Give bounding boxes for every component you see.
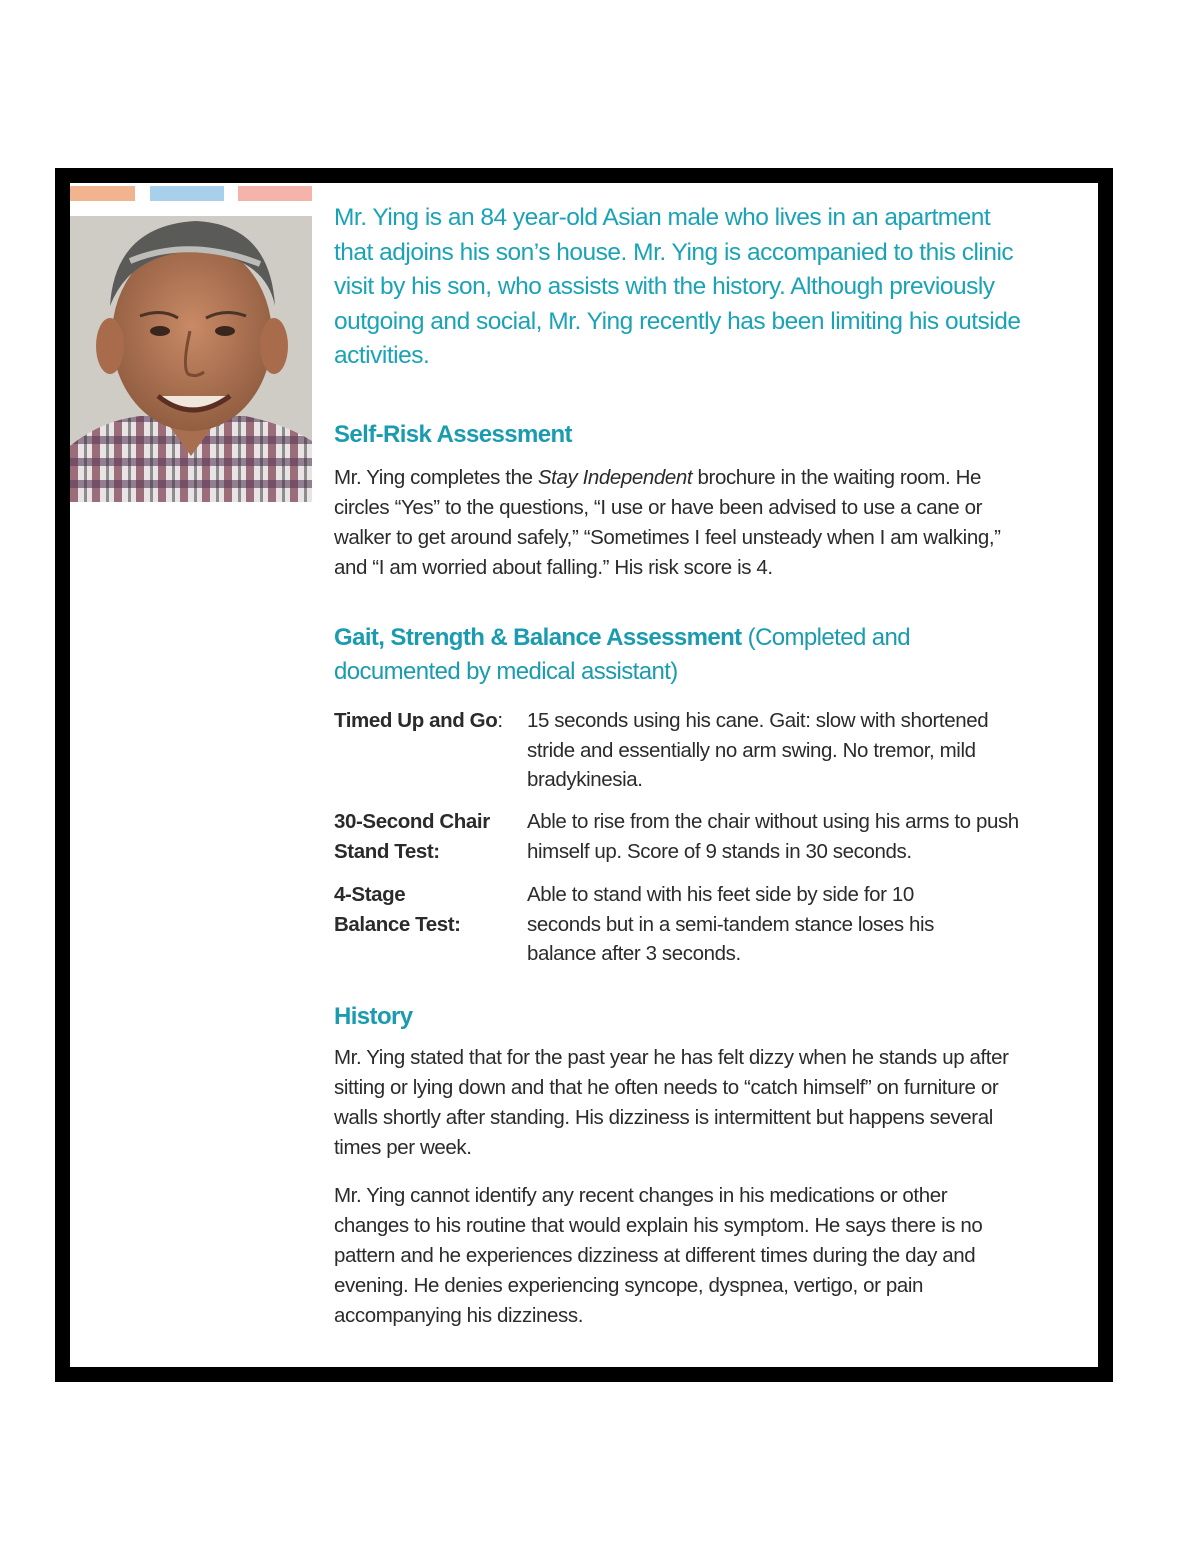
- assessment-label: Timed Up and Go:: [334, 709, 503, 732]
- history-paragraph-2: Mr. Ying cannot identify any recent changes in his medications or other changes to his routine that would explain his symptom. He says there is no pattern and he experiences dizziness at different times during the day and evening. He denies experiencing syncope, dyspnea, vertigo, or pain accompanying his dizziness.: [334, 1184, 983, 1327]
- gait-heading-note: (Completed and documented by medical assistant): [334, 624, 911, 685]
- accent-bar-orange: [70, 186, 135, 201]
- case-content: [334, 201, 1024, 1327]
- assessment-row-chair-stand: [334, 807, 1024, 880]
- assessment-label: 4-Stage Balance Test:: [334, 883, 461, 936]
- self-risk-heading: Self-Risk Assessment: [334, 421, 572, 448]
- accent-bar-pink: [238, 186, 312, 201]
- assessment-value: 15 seconds using his cane. Gait: slow with shortened stride and essentially no arm swing. No tremor, mild bradykinesia.: [527, 709, 989, 791]
- assessment-label: 30-Second Chair Stand Test:: [334, 810, 490, 863]
- assessment-value: Able to stand with his feet side by side for 10 seconds but in a semi-tandem stance loses his balance after 3 seconds.: [527, 883, 935, 965]
- assessment-row-tug: [334, 706, 1024, 807]
- accent-bar-blue: [150, 186, 224, 201]
- gait-heading: Gait, Strength & Balance Assessment (Completed and documented by medical assistant): [334, 624, 911, 685]
- patient-photo: [70, 216, 312, 502]
- brochure-title: Stay Independent: [537, 466, 693, 489]
- assessment-row-balance: [334, 880, 1024, 969]
- history-paragraph-1: Mr. Ying stated that for the past year he has felt dizzy when he stands up after sitting or lying down and that he often needs to “catch himself” on furniture or walls shortly after standing. His dizziness is intermittent but happens several times per week.: [334, 1046, 1009, 1159]
- self-risk-paragraph: Mr. Ying completes the Stay Independent brochure in the waiting room. He circles “Yes” to the questions, “I use or have been advised to use a cane or walker to get around safely,” “Sometimes I feel unsteady when I am walking,” and “I am worried about falling.” His risk score is 4.: [334, 466, 1001, 579]
- assessment-table: [334, 706, 1024, 969]
- intro-paragraph: Mr. Ying is an 84 year-old Asian male who lives in an apartment that adjoins his son’s house. Mr. Ying is accompanied to this clinic visit by his son, who assists with the history. Although previously outgoing and social, Mr. Ying recently has been limiting his outside activities.: [334, 204, 1021, 369]
- history-heading: History: [334, 1003, 413, 1030]
- assessment-value: Able to rise from the chair without using his arms to push himself up. Score of 9 stands in 30 seconds.: [527, 810, 1019, 863]
